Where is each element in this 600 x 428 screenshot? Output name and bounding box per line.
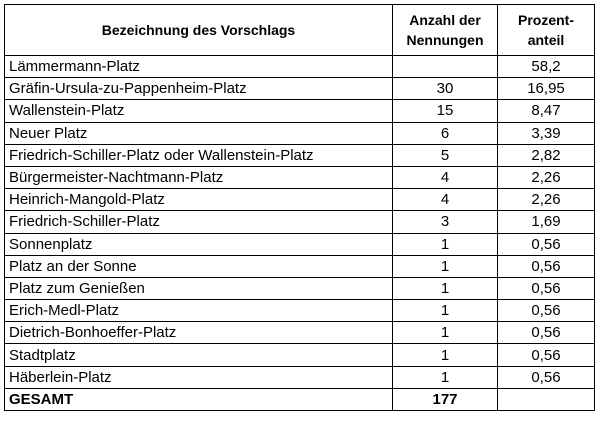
proposal-count: 5 — [393, 144, 498, 166]
proposal-percent: 16,95 — [498, 78, 595, 100]
proposal-percent: 3,39 — [498, 122, 595, 144]
header-percent — [498, 5, 595, 56]
proposal-percent: 2,26 — [498, 166, 595, 188]
proposal-name: Friedrich-Schiller-Platz — [5, 211, 393, 233]
proposal-name: Lämmermann-Platz — [5, 56, 393, 78]
proposal-name: Heinrich-Mangold-Platz — [5, 189, 393, 211]
proposal-name: Sonnenplatz — [5, 233, 393, 255]
table-row — [5, 255, 595, 277]
proposal-name: Platz an der Sonne — [5, 255, 393, 277]
table-row — [5, 211, 595, 233]
proposal-count: 1 — [393, 277, 498, 299]
header-count — [393, 5, 498, 56]
proposal-count — [393, 56, 498, 78]
header-percent-line1: Prozent- — [518, 12, 574, 28]
table-row — [5, 56, 595, 78]
proposal-percent: 0,56 — [498, 233, 595, 255]
proposal-count: 3 — [393, 211, 498, 233]
proposal-name: Wallenstein-Platz — [5, 100, 393, 122]
header-count-line1: Anzahl der — [409, 12, 481, 28]
table-row — [5, 100, 595, 122]
proposal-name: Dietrich-Bonhoeffer-Platz — [5, 322, 393, 344]
proposal-name: Platz zum Genießen — [5, 277, 393, 299]
header-name-label: Bezeichnung des Vorschlags — [101, 22, 296, 38]
proposal-percent: 0,56 — [498, 344, 595, 366]
proposal-count: 1 — [393, 344, 498, 366]
proposal-count: 1 — [393, 300, 498, 322]
proposal-name: Häberlein-Platz — [5, 366, 393, 388]
proposal-count: 1 — [393, 322, 498, 344]
proposal-percent: 58,2 — [498, 56, 595, 78]
proposal-percent: 0,56 — [498, 255, 595, 277]
proposal-name: Neuer Platz — [5, 122, 393, 144]
proposal-count: 4 — [393, 189, 498, 211]
table-row — [5, 166, 595, 188]
proposal-count: 4 — [393, 166, 498, 188]
proposal-count: 1 — [393, 233, 498, 255]
proposal-percent: 0,56 — [498, 300, 595, 322]
total-row — [5, 388, 595, 410]
total-percent — [498, 388, 595, 410]
proposal-percent: 0,56 — [498, 366, 595, 388]
table-row — [5, 322, 595, 344]
table-body — [5, 56, 595, 411]
proposal-percent: 1,69 — [498, 211, 595, 233]
header-row — [5, 5, 595, 56]
proposal-count: 1 — [393, 366, 498, 388]
proposal-percent: 0,56 — [498, 277, 595, 299]
proposal-name: Gräfin-Ursula-zu-Pappenheim-Platz — [5, 78, 393, 100]
proposal-name: Bürgermeister-Nachtmann-Platz — [5, 166, 393, 188]
proposal-count: 1 — [393, 255, 498, 277]
table-row — [5, 344, 595, 366]
proposal-name: Erich-Medl-Platz — [5, 300, 393, 322]
table-row — [5, 300, 595, 322]
proposal-count: 6 — [393, 122, 498, 144]
proposals-table — [4, 4, 595, 411]
table-row — [5, 277, 595, 299]
proposal-count: 15 — [393, 100, 498, 122]
header-name — [5, 5, 393, 56]
proposal-name: Stadtplatz — [5, 344, 393, 366]
table-row — [5, 78, 595, 100]
proposal-name: Friedrich-Schiller-Platz oder Wallenstein-Platz — [5, 144, 393, 166]
header-percent-line2: anteil — [527, 32, 565, 48]
proposal-percent: 0,56 — [498, 322, 595, 344]
table-row — [5, 366, 595, 388]
header-count-line2: Nennungen — [406, 32, 484, 48]
proposal-percent: 2,26 — [498, 189, 595, 211]
proposal-count: 30 — [393, 78, 498, 100]
total-count: 177 — [393, 388, 498, 410]
table-row — [5, 122, 595, 144]
table-row — [5, 144, 595, 166]
table-header — [5, 5, 595, 56]
table-row — [5, 233, 595, 255]
proposal-percent: 8,47 — [498, 100, 595, 122]
table-row — [5, 189, 595, 211]
proposal-percent: 2,82 — [498, 144, 595, 166]
total-label: GESAMT — [5, 388, 393, 410]
